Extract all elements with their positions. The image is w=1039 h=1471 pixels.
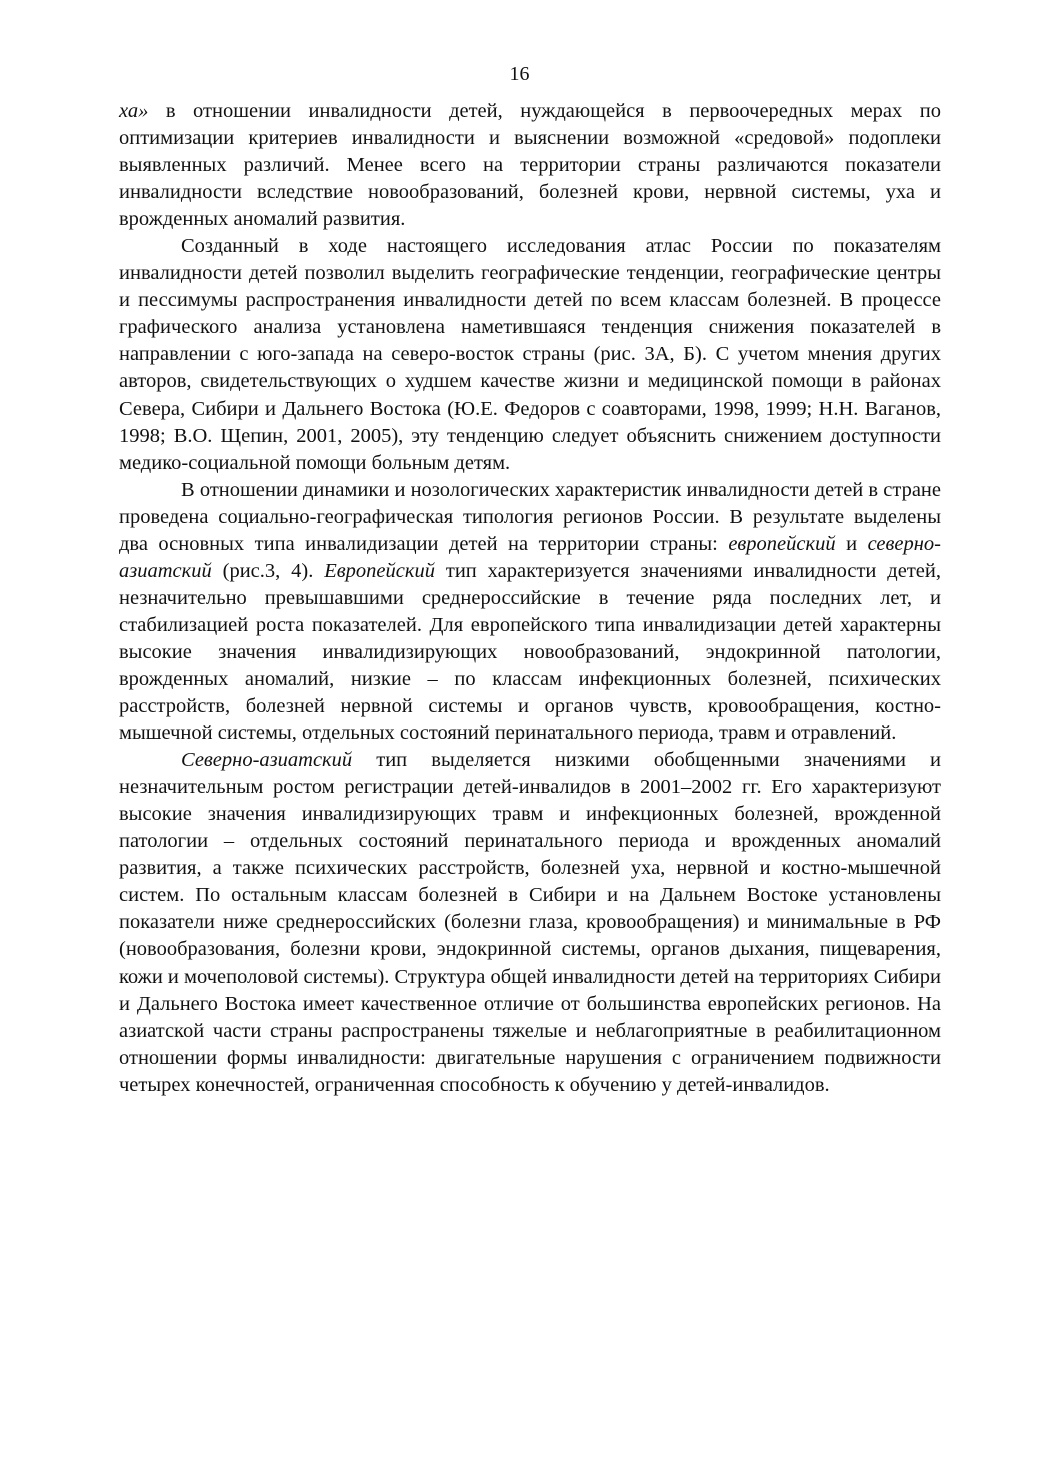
text-run: Созданный в ходе настоящего исследования атлас России по показателям инвалидности детей позволил выделить географические тенденции, географические центры и пессимумы распространения инвалидности детей по всем классам болезней. В процессе графического анализа установлена наметившаяся тенденция снижения показателей в направлении с юго-запада на северо-восток страны (рис. 3А, Б). С учетом мнения других авторов, свидетельствующих о худшем качестве жизни и медицинской помощи в районах Севера, Сибири и Дальнего Востока (Ю.Е. Федоров с соавторами, 1998, 1999; Н.Н. Ваганов, 1998; В.О. Щепин, 2001, 2005), эту тенденцию следует объяснить снижением доступности медико-социальной помощи больным детям. (119, 235, 941, 474)
paragraph (119, 233, 941, 476)
text-run: тип выделяется низкими обобщенными значениями и незначительным ростом регистрации детей-инвалидов в 2001–2002 гг. Его характеризуют высокие значения инвалидизирующих травм и инфекционных болезней, врожденной патологии – отдельных состояний перинатального периода и врожденных аномалий развития, а также психических расстройств, болезней уха, нервной и костно-мышечной систем. По остальным классам болезней в Сибири и на Дальнем Востоке установлены показатели ниже среднероссийских (болезни глаза, кровообращения) и минимальные в РФ (новообразования, болезни крови, эндокринной системы, органов дыхания, пищеварения, кожи и мочеполовой системы). Структура общей инвалидности детей на территориях Сибири и Дальнего Востока имеет качественное отличие от большинства европейских регионов. На азиатской части страны распространены тяжелые и неблагоприятные в реабилитационном отношении формы инвалидности: двигательные нарушения с ограничением подвижности четырех конечностей, ограниченная способность к обучению у детей-инвалидов. (119, 749, 941, 1096)
italic-text-run: Северно-азиатский (181, 749, 353, 772)
italic-text-run: европейский (728, 532, 836, 555)
body-text (119, 98, 941, 1099)
italic-text-run: северно-азиатский (119, 532, 941, 582)
text-run: в отношении инвалидности детей, нуждающейся в первоочередных мерах по оптимизации критериев инвалидности и выяснении возможной «средовой» подоплеки выявленных различий. Менее всего на территории страны различаются показатели инвалидности вследствие новообразований, болезней крови, нервной системы, уха и врожденных аномалий развития. (119, 100, 941, 231)
page-number: 16 (509, 63, 530, 85)
text-run: и (835, 532, 868, 555)
paragraph (119, 477, 941, 747)
text-run: тип характеризуется значениями инвалидности детей, незначительно превышавшими среднероссийские в течение ряда последних лет, и стабилизацией роста показателей. Для европейского типа инвалидизации детей характерны высокие значения инвалидизирующих новообразований, эндокринной патологии, врожденных аномалий, низкие – по классам инфекционных болезней, психических расстройств, болезней нервной системы и органов чувств, кровообращения, костно-мышечной системы, отдельных состояний перинатального периода, травм и отравлений. (119, 559, 941, 745)
text-run: В отношении динамики и нозологических характеристик инвалидности детей в стране проведена социально-географическая типология регионов России. В результате выделены два основных типа инвалидизации детей на территории страны: (119, 478, 941, 555)
paragraph (119, 747, 941, 1099)
text-run: (рис.3, 4). (211, 559, 325, 582)
paragraph (119, 98, 941, 233)
italic-text-run: Европейский (324, 559, 435, 582)
italic-text-run: ха» (119, 100, 149, 122)
